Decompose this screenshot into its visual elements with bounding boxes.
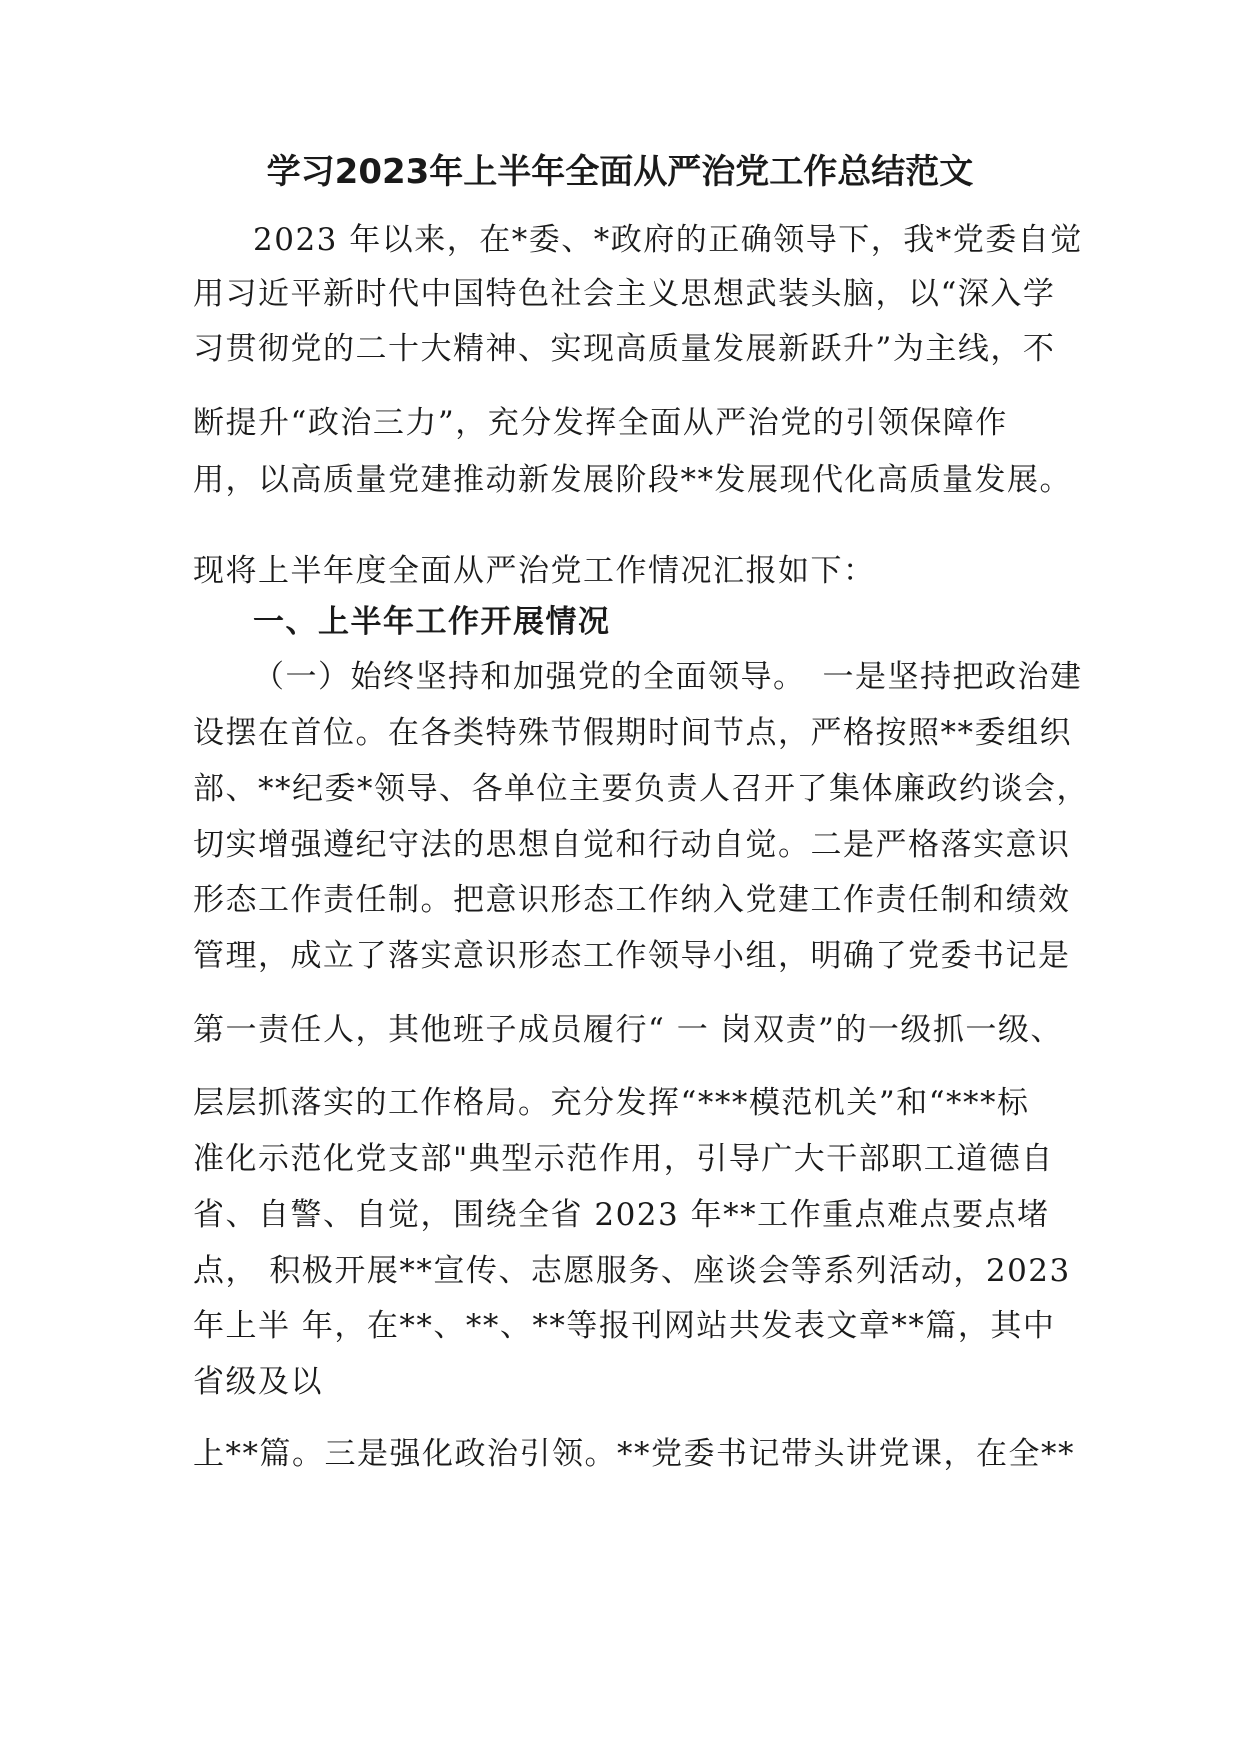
paragraph-line: 年上半 年，在**、**、**等报刊网站共发表文章**篇，其中 (193, 1308, 1056, 1344)
paragraph-line: 点， 积极开展**宣传、志愿服务、座谈会等系列活动，2023 (193, 1253, 1071, 1289)
document-title: 学习2023年上半年全面从严治党工作总结范文 (266, 152, 974, 192)
paragraph-line: 第一责任人，其他班子成员履行“ 一 岗双责”的一级抓一级、 (193, 1012, 1063, 1048)
paragraph-line: 形态工作责任制。把意识形态工作纳入党建工作责任制和绩效 (193, 882, 1071, 918)
paragraph-line: 切实增强遵纪守法的思想自觉和行动自觉。二是严格落实意识 (193, 827, 1071, 863)
paragraph-line: 断提升“政治三力”，充分发挥全面从严治党的引领保障作 (193, 405, 1008, 441)
paragraph-line: 设摆在首位。在各类特殊节假期时间节点，严格按照**委组织 (193, 715, 1072, 751)
section-heading: 一、上半年工作开展情况 (253, 604, 611, 640)
paragraph-line: 省级及以 (193, 1364, 323, 1400)
paragraph-line: 习贯彻党的二十大精神、实现高质量发展新跃升”为主线，不 (193, 331, 1056, 367)
paragraph-line: 用，以高质量党建推动新发展阶段**发展现代化高质量发展。 (193, 462, 1072, 498)
paragraph-line: 管理，成立了落实意识形态工作领导小组，明确了党委书记是 (193, 938, 1071, 974)
paragraph-line: 上**篇。三是强化政治引领。**党委书记带头讲党课，在全** (193, 1436, 1075, 1472)
paragraph-line: 2023 年以来，在*委、*政府的正确领导下，我*党委自觉 (253, 222, 1083, 258)
paragraph-line: 部、**纪委*领导、各单位主要负责人召开了集体廉政约谈会， (193, 771, 1089, 807)
paragraph-line: 现将上半年度全面从严治党工作情况汇报如下： (193, 553, 876, 589)
paragraph-line: （一）始终坚持和加强党的全面领导。 一是坚持把政治建 (253, 659, 1083, 695)
paragraph-line: 准化示范化党支部"典型示范作用，引导广大干部职工道德自 (193, 1141, 1054, 1177)
paragraph-line: 层层抓落实的工作格局。充分发挥“***模范机关”和“***标 (193, 1085, 1030, 1121)
paragraph-line: 省、自警、自觉，围绕全省 2023 年**工作重点难点要点堵 (193, 1197, 1050, 1233)
paragraph-line: 用习近平新时代中国特色社会主义思想武装头脑，以“深入学 (193, 276, 1056, 312)
